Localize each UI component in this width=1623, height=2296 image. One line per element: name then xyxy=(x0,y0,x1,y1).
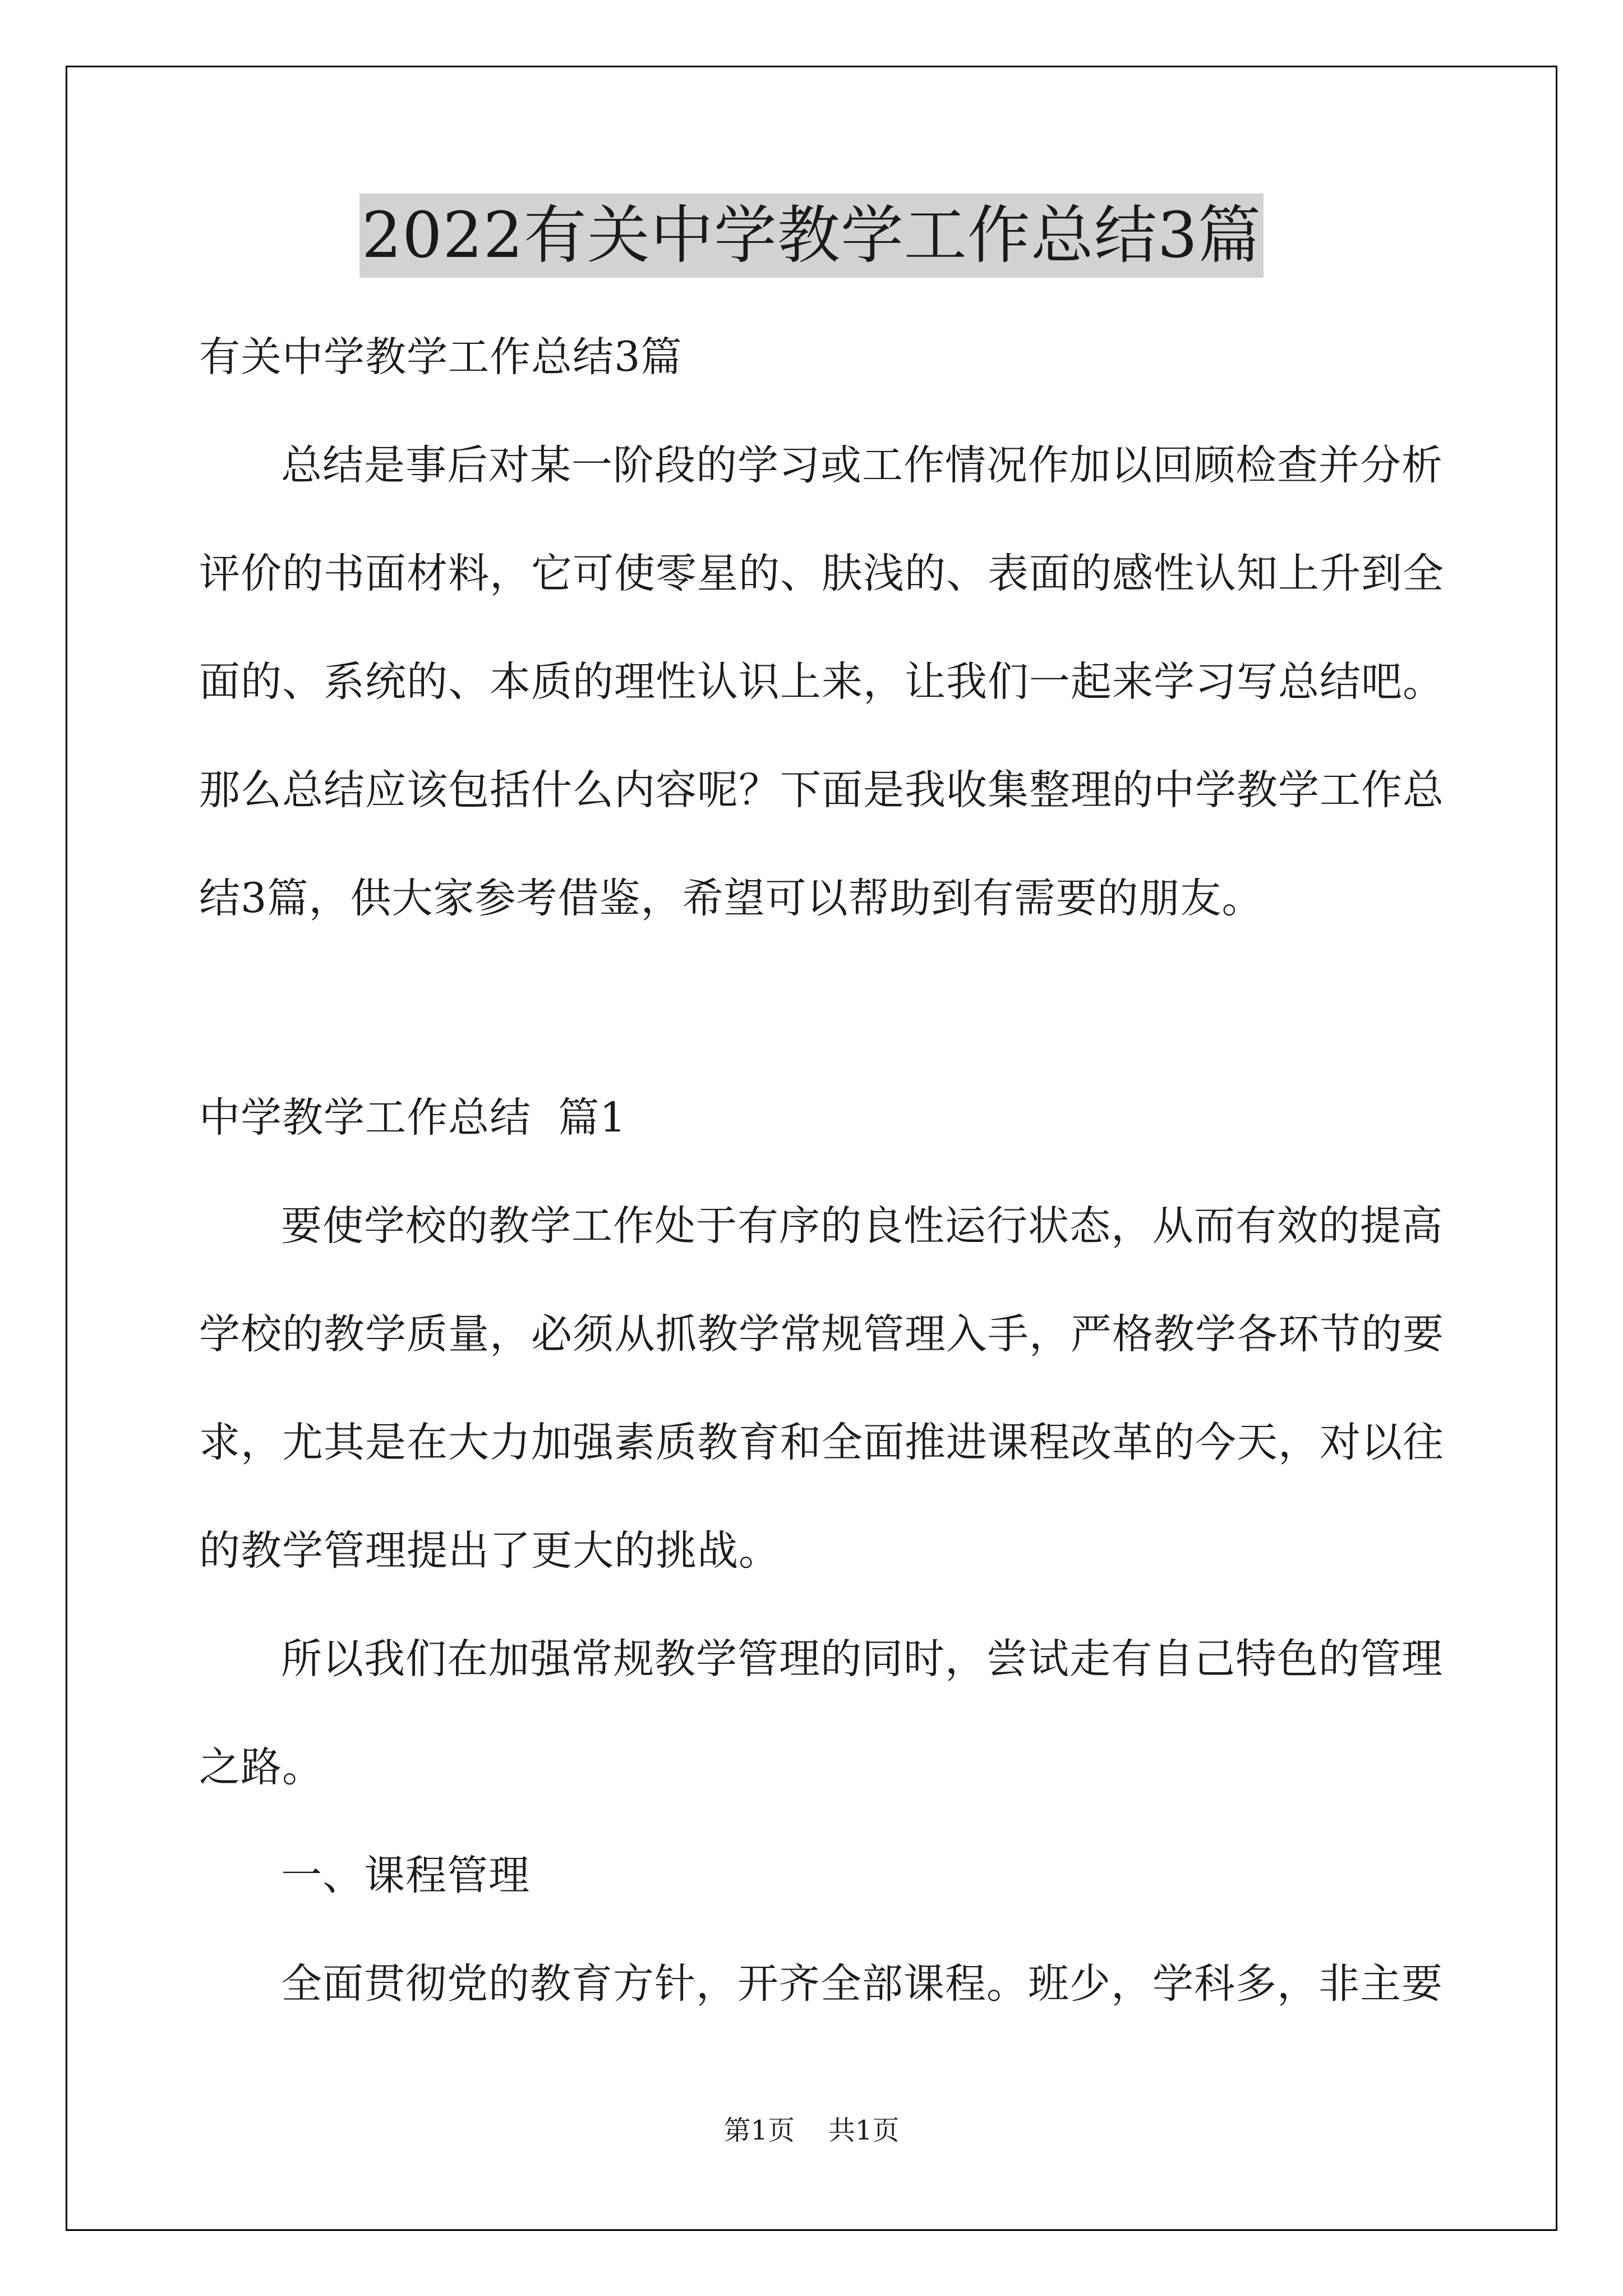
intro-line-3: 面的、系统的、本质的理性认识上来，让我们一起来学习写总结吧。 xyxy=(199,658,1444,706)
para1-line-3: 求，尤其是在大力加强素质教育和全面推进课程改革的今天，对以往 xyxy=(199,1419,1444,1466)
document-subtitle: 有关中学教学工作总结3篇 xyxy=(199,333,683,381)
page-total: 共1页 xyxy=(828,2115,900,2146)
section-gap xyxy=(199,953,1433,1064)
document-title: 2022有关中学教学工作总结3篇 xyxy=(359,194,1264,278)
section-heading-1: 中学教学工作总结 篇1 xyxy=(199,1094,626,1142)
intro-line-4: 那么总结应该包括什么内容呢？下面是我收集整理的中学教学工作总 xyxy=(199,766,1444,814)
para1-line-2: 学校的教学质量，必须从抓教学常规管理入手，严格教学各环节的要 xyxy=(199,1310,1444,1358)
page-current: 第1页 xyxy=(723,2115,795,2146)
intro-line-5: 结3篇，供大家参考借鉴，希望可以帮助到有需要的朋友。 xyxy=(199,875,1264,922)
intro-line-1: 总结是事后对某一阶段的学习或工作情况作加以回顾检查并分析 xyxy=(281,441,1443,489)
para1-line-1: 要使学校的教学工作处于有序的良性运行状态，从而有效的提高 xyxy=(281,1202,1443,1250)
subheading-course-management: 一、课程管理 xyxy=(281,1852,530,1899)
page-footer xyxy=(0,2114,1623,2147)
para2-line-1: 所以我们在加强常规教学管理的同时，尝试走有自己特色的管理 xyxy=(281,1635,1443,1683)
document-body xyxy=(199,303,1444,2038)
para3-line-1: 全面贯彻党的教育方针，开齐全部课程。班少，学科多，非主要 xyxy=(281,1960,1443,2008)
para2-line-2: 之路。 xyxy=(199,1743,324,1791)
intro-line-2: 评价的书面材料，它可使零星的、肤浅的、表面的感性认知上升到全 xyxy=(199,550,1444,597)
para1-line-4: 的教学管理提出了更大的挑战。 xyxy=(199,1527,780,1575)
title-block xyxy=(0,194,1623,278)
